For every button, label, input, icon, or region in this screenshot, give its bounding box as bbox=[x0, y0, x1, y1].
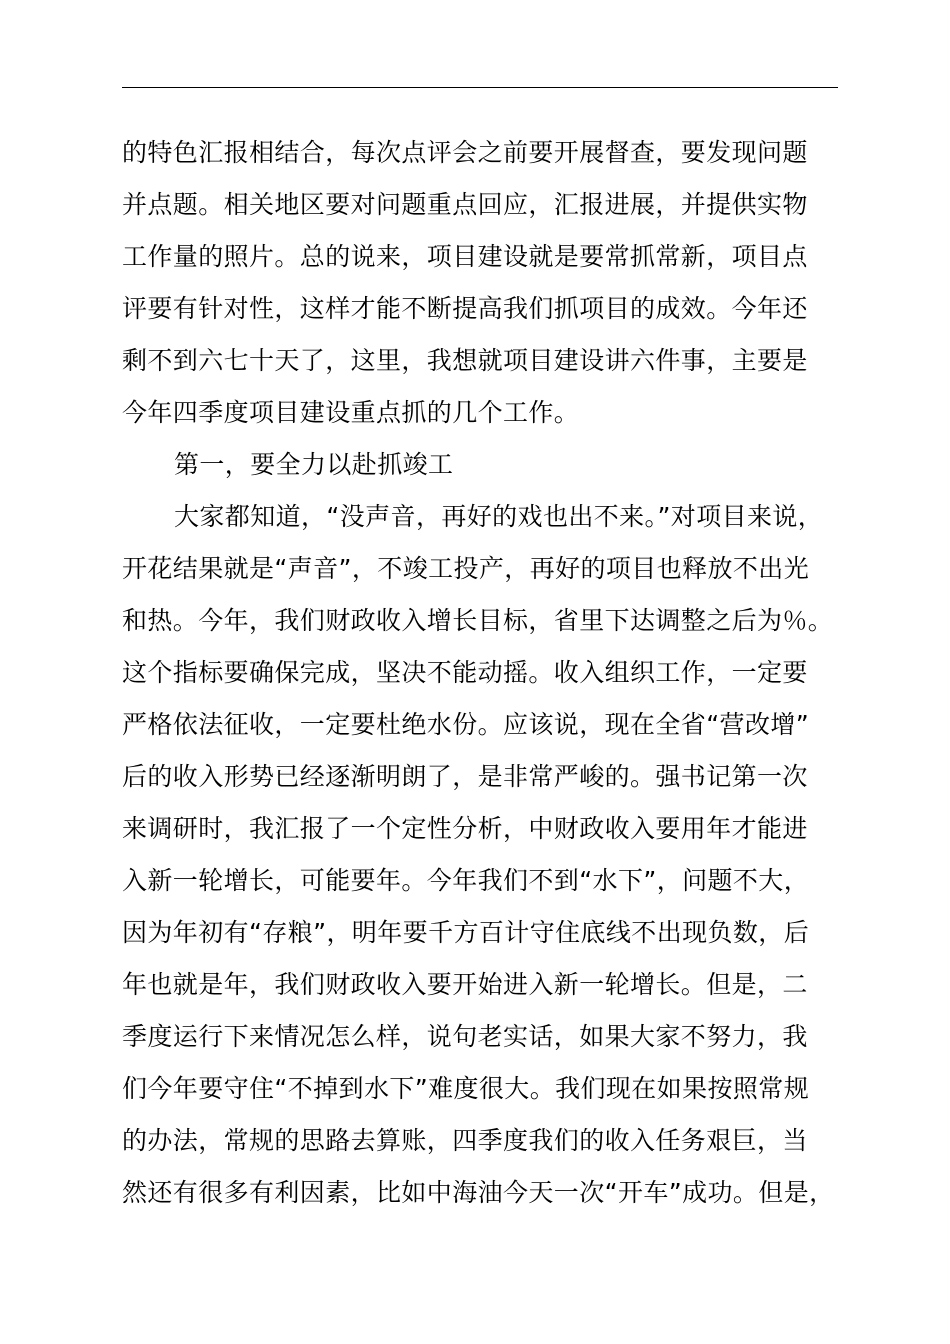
text-line: 季度运行下来情况怎么样，说句老实话，如果大家不努力，我 bbox=[122, 1022, 808, 1051]
header-rule bbox=[122, 87, 838, 88]
text-line: 然还有很多有利因素，比如中海油今天一次“开车”成功。但是， bbox=[122, 1178, 835, 1207]
document-body bbox=[122, 131, 862, 1223]
text-line: 大家都知道，“没声音，再好的戏也出不来。”对项目来说， bbox=[174, 502, 824, 531]
text-line: 后的收入形势已经逐渐明朗了，是非常严峻的。强书记第一次 bbox=[122, 762, 808, 791]
text-line: 的特色汇报相结合，每次点评会之前要开展督查，要发现问题 bbox=[122, 138, 808, 167]
text-line: 开花结果就是“声音”，不竣工投产，再好的项目也释放不出光 bbox=[122, 554, 810, 583]
text-line: 和热。今年，我们财政收入增长目标，省里下达调整之后为％。 bbox=[122, 606, 834, 635]
text-line: 今年四季度项目建设重点抓的几个工作。 bbox=[122, 398, 580, 427]
text-line: 剩不到六七十天了，这里，我想就项目建设讲六件事，主要是 bbox=[122, 346, 808, 375]
text-line: 因为年初有“存粮”，明年要千方百计守住底线不出现负数，后 bbox=[122, 918, 810, 947]
text-line: 这个指标要确保完成，坚决不能动摇。收入组织工作，一定要 bbox=[122, 658, 808, 687]
section-heading: 第一，要全力以赴抓竣工 bbox=[174, 450, 454, 479]
text-line: 年也就是年，我们财政收入要开始进入新一轮增长。但是，二 bbox=[122, 970, 808, 999]
text-line: 入新一轮增长，可能要年。今年我们不到“水下”，问题不大， bbox=[122, 866, 810, 895]
text-line: 的办法，常规的思路去算账，四季度我们的收入任务艰巨，当 bbox=[122, 1126, 808, 1155]
text-line: 来调研时，我汇报了一个定性分析，中财政收入要用年才能进 bbox=[122, 814, 808, 843]
text-line: 评要有针对性，这样才能不断提高我们抓项目的成效。今年还 bbox=[122, 294, 808, 323]
text-line: 们今年要守住“不掉到水下”难度很大。我们现在如果按照常规 bbox=[122, 1074, 810, 1103]
text-line: 并点题。相关地区要对问题重点回应，汇报进展，并提供实物 bbox=[122, 190, 808, 219]
text-line: 严格依法征收，一定要杜绝水份。应该说，现在全省“营改增” bbox=[122, 710, 810, 739]
text-line: 工作量的照片。总的说来，项目建设就是要常抓常新，项目点 bbox=[122, 242, 808, 271]
